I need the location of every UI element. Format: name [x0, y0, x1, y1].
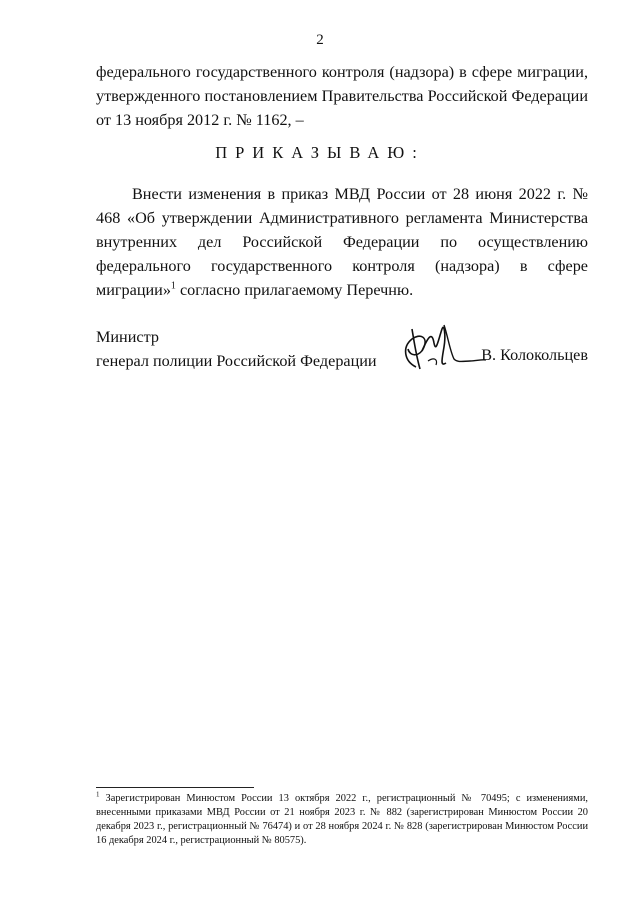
footnote-number: 1 — [96, 790, 100, 799]
order-paragraph — [96, 182, 588, 302]
signature-block — [96, 325, 588, 385]
footnote-divider — [96, 787, 254, 788]
handwritten-signature-icon — [398, 317, 488, 375]
order-heading: ПРИКАЗЫВАЮ: — [215, 143, 425, 162]
signatory-title — [96, 325, 377, 373]
signatory-position: Министр — [96, 328, 159, 346]
footnote-text: Зарегистрирован Минюстом России 13 октября 2022 г., регистрационный № 70495; с изменениями, внесенными приказами МВД России от 21 ноября 2023 г. № 882 (зарегистрирован Минюстом России 20 декабря 2023 г., регистрационный № 76474) и от 28 ноября 2024 г. № 828 (зарегистрирован Минюстом России 16 декабря 2024 г., регистрационный № 80575). — [96, 793, 588, 846]
intro-paragraph: федерального государственного контроля (надзора) в сфере миграции, утвержденного постановлением Правительства Российской Федерации от 13 ноября 2012 г. № 1162, – — [96, 63, 588, 129]
page-number: 2 — [316, 32, 324, 48]
order-text: Внести изменения в приказ МВД России от 28 июня 2022 г. № 468 «Об утверждении Административного регламента Министерства внутренних дел Российской Федерации по осуществлению федерального государственного контроля (надзора) в сфере миграции» — [96, 185, 588, 299]
order-text-continued: согласно прилагаемому Перечню. — [175, 281, 414, 299]
footnote — [96, 792, 588, 848]
signatory-name: В. Колокольцев — [481, 346, 588, 364]
footnote-reference: 1 — [170, 280, 176, 292]
signatory-rank: генерал полиции Российской Федерации — [96, 352, 377, 370]
